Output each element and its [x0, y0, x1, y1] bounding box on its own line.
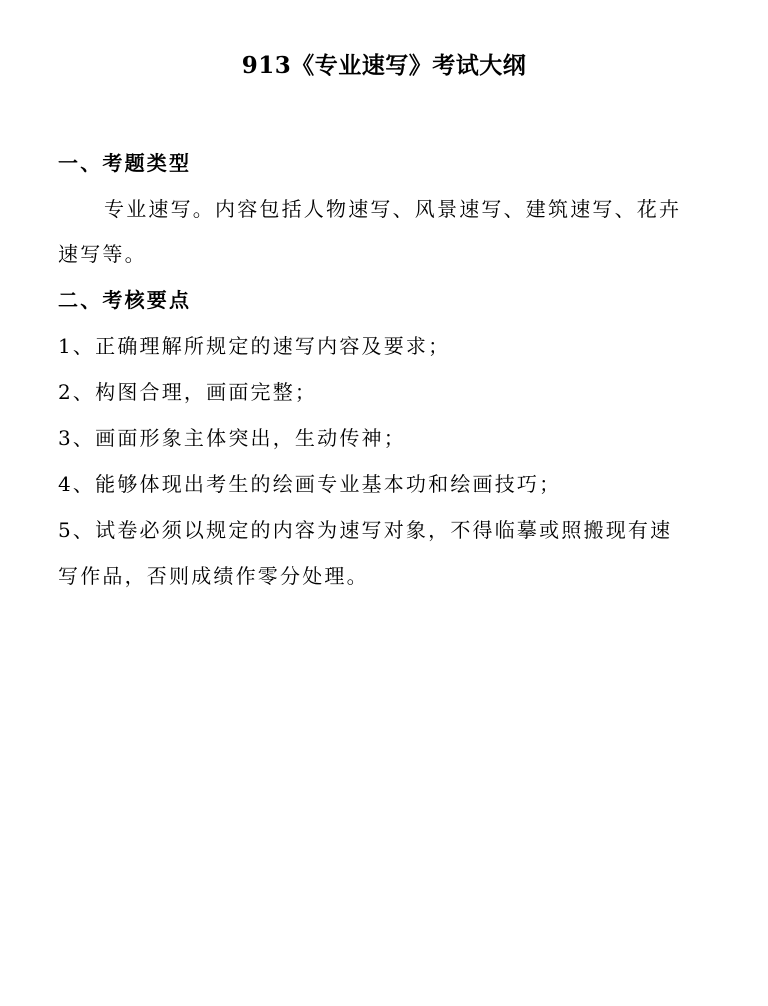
- section-body-line: 专业速写。内容包括人物速写、风景速写、建筑速写、花卉: [104, 197, 682, 221]
- list-item-continuation: 写作品，否则成绩作零分处理。: [58, 564, 369, 588]
- list-item: 4、能够体现出考生的绘画专业基本功和绘画技巧；: [58, 472, 562, 496]
- list-item: 1、正确理解所规定的速写内容及要求；: [58, 334, 451, 358]
- list-item: 3、画面形象主体突出，生动传神；: [58, 426, 406, 450]
- list-item: 5、试卷必须以规定的内容为速写对象，不得临摹或照搬现有速: [58, 518, 673, 542]
- section-body-line: 速写等。: [58, 242, 147, 266]
- section-heading-key-points: 二、考核要点: [58, 288, 192, 312]
- list-item: 2、构图合理，画面完整；: [58, 380, 318, 404]
- section-heading-question-type: 一、考题类型: [58, 151, 192, 175]
- document-title: 913《专业速写》考试大纲: [241, 52, 527, 79]
